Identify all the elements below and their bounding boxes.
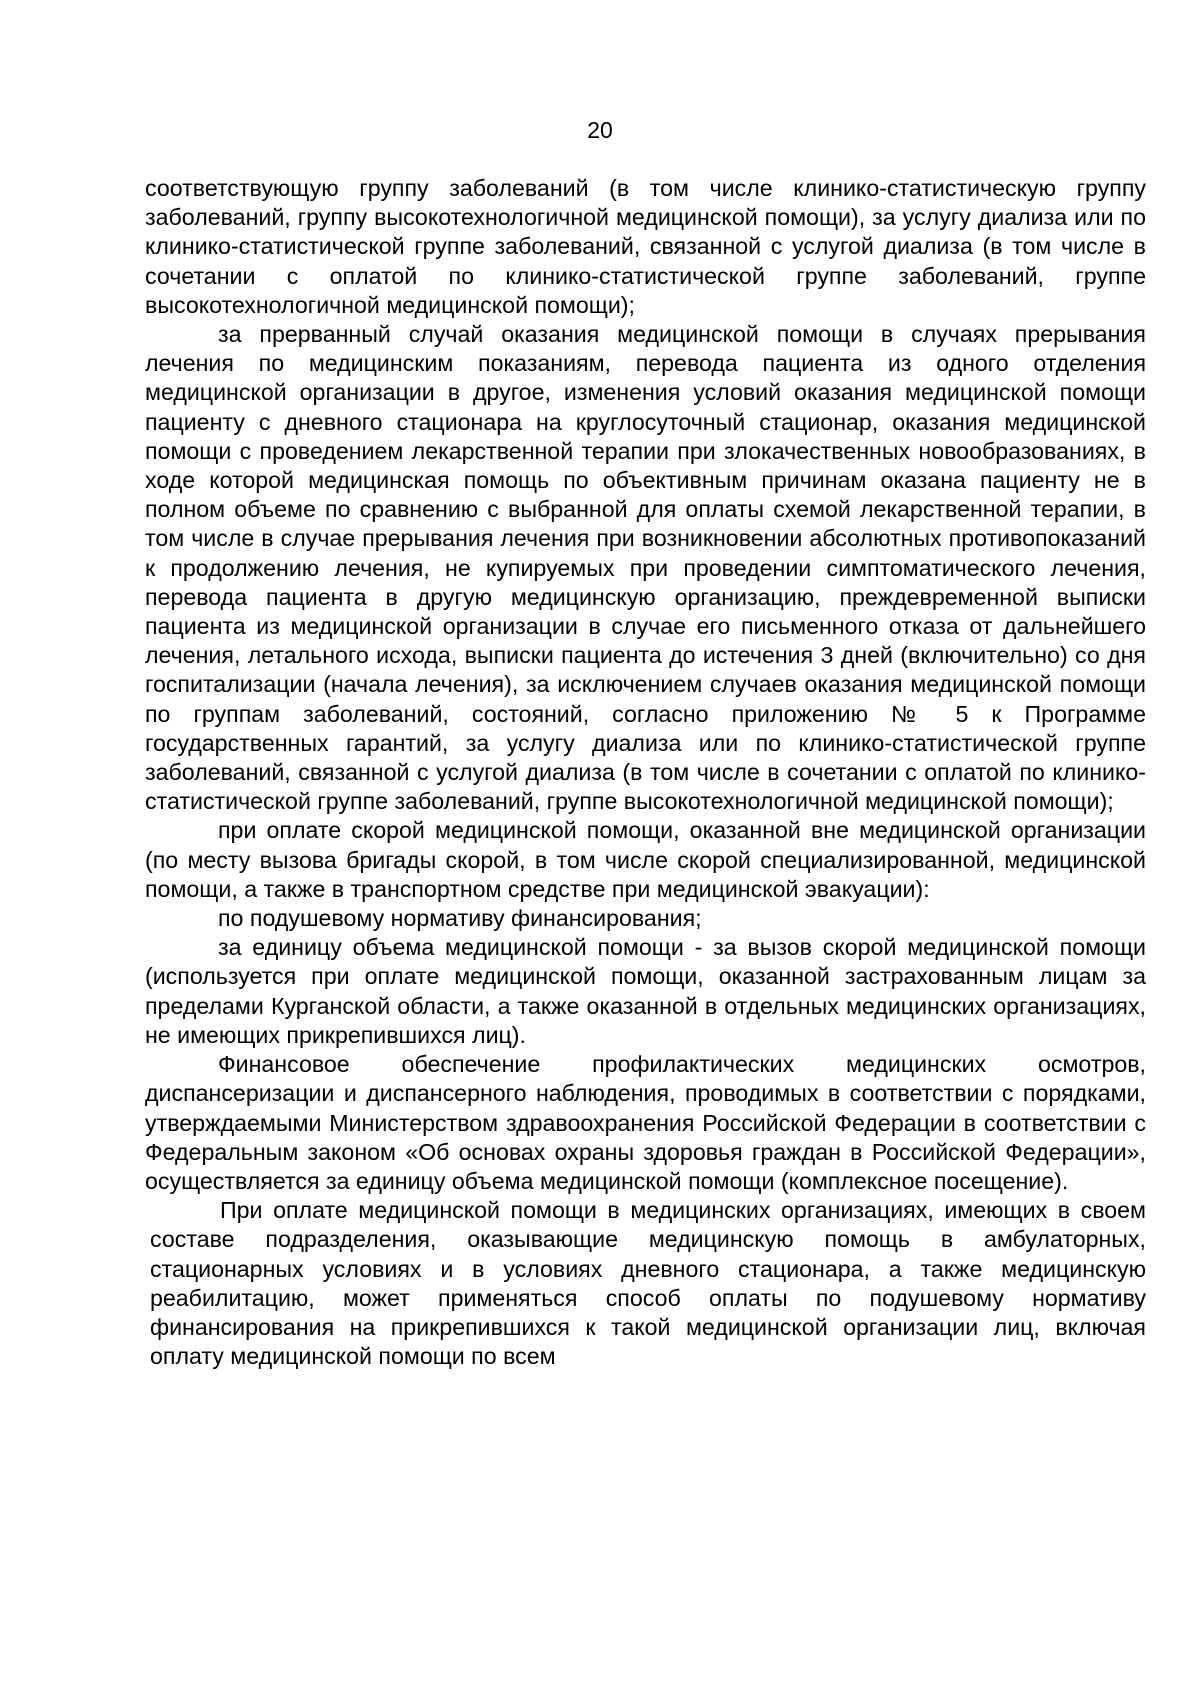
- paragraph: Финансовое обеспечение профилактических медицинских осмотров, диспансеризации и диспансерного наблюдения, проводимых в соответствии с порядками, утверждаемыми Министерством здравоохранения Российской Федерации в соответствии с Федеральным законом «Об основах охраны здоровья граждан в Российской Федерации», осуществляется за единицу объема медицинской помощи (комплексное посещение).: [145, 1051, 1146, 1194]
- paragraph: При оплате медицинской помощи в медицинских организациях, имеющих в своем составе подразделения, оказывающие медицинскую помощь в амбулаторных, стационарных условиях и в условиях дневного стационара, а также медицинскую реабилитацию, может применяться способ оплаты по подушевому нормативу финансирования на прикрепившихся к такой медицинской организации лиц, включая оплату медицинской помощи по всем: [150, 1197, 1146, 1370]
- paragraph: при оплате скорой медицинской помощи, оказанной вне медицинской организации (по месту вызова бригады скорой, в том числе скорой специализированной, медицинской помощи, а также в транспортном средстве при медицинской эвакуации):: [145, 817, 1146, 902]
- paragraph: соответствующую группу заболеваний (в том числе клинико-статистическую группу заболеваний, группу высокотехнологичной медицинской помощи), за услугу диализа или по клинико-статистической группе заболеваний, связанной с услугой диализа (в том числе в сочетании с оплатой по клинико-статистической группе заболеваний, группе высокотехнологичной медицинской помощи);: [145, 175, 1146, 318]
- paragraph: за прерванный случай оказания медицинской помощи в случаях прерывания лечения по медицинским показаниям, перевода пациента из одного отделения медицинской организации в другое, изменения условий оказания медицинской помощи пациенту с дневного стационара на круглосуточный стационар, оказания медицинской помощи с проведением лекарственной терапии при злокачественных новообразованиях, в ходе которой медицинская помощь по объективным причинам оказана пациенту не в полном объеме по сравнению с выбранной для оплаты схемой лекарственной терапии, в том числе в случае прерывания лечения при возникновении абсолютных противопоказаний к продолжению лечения, не купируемых при проведении симптоматического лечения, перевода пациента в другую медицинскую организацию, преждевременной выписки пациента из медицинской организации в случае его письменного отказа от дальнейшего лечения, летального исхода, выписки пациента до истечения 3 дней (включительно) со дня госпитализации (начала лечения), за исключением случаев оказания медицинской помощи по группам заболеваний, состояний, согласно приложению № 5 к Программе государственных гарантий, за услугу диализа или по клинико-статистической группе заболеваний, связанной с услугой диализа (в том числе в сочетании с оплатой по клинико-статистической группе заболеваний, группе высокотехнологичной медицинской помощи);: [145, 321, 1146, 815]
- document-body: [145, 174, 1146, 1371]
- paragraph: за единицу объема медицинской помощи - за вызов скорой медицинской помощи (используется при оплате медицинской помощи, оказанной застрахованным лицам за пределами Курганской области, а также оказанной в отдельных медицинских организациях, не имеющих прикрепившихся лиц).: [145, 934, 1146, 1048]
- page-number: 20: [587, 117, 613, 143]
- paragraph: по подушевому нормативу финансирования;: [218, 905, 702, 932]
